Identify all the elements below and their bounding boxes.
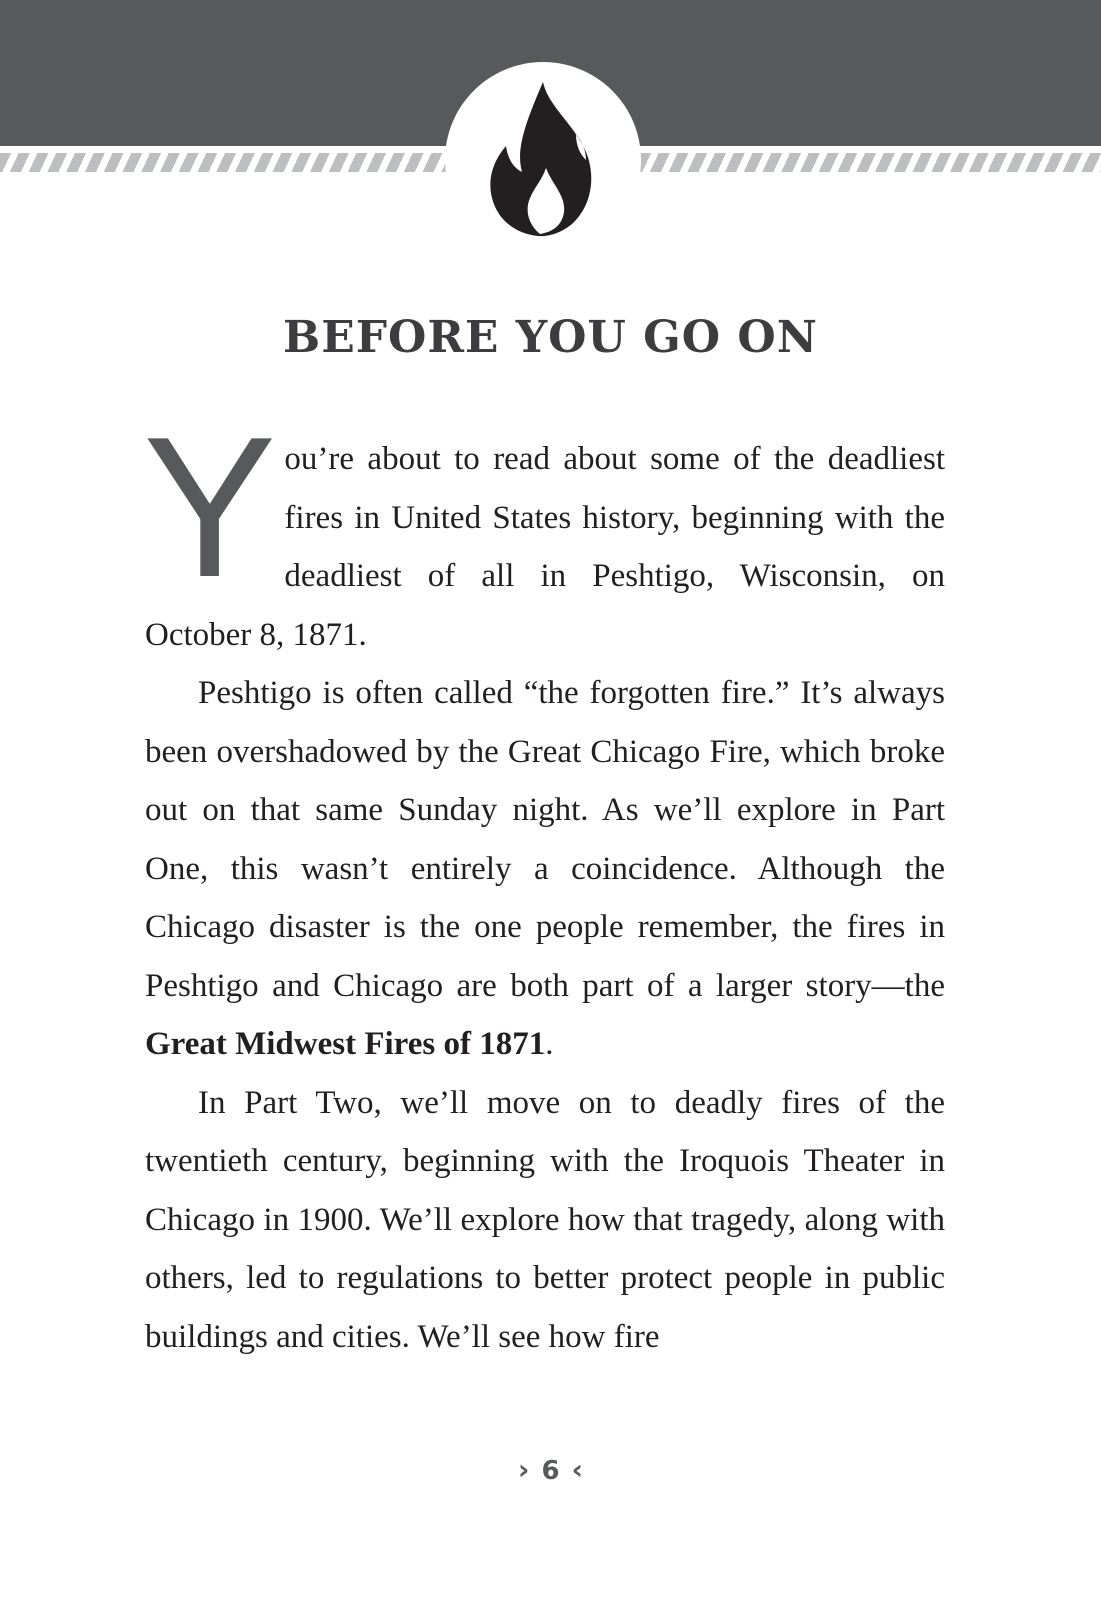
page-footer (0, 1452, 1101, 1489)
header-stripe-left (0, 153, 446, 172)
body-text (143, 396, 945, 1366)
paragraph-3 (145, 1074, 945, 1367)
flame-icon (488, 80, 600, 238)
chevron-left-icon: ‹ (571, 1453, 584, 1486)
paragraph-1 (143, 396, 945, 664)
page-title: BEFORE YOU GO ON (283, 312, 818, 363)
paragraph-3-text: In Part Two, we’ll move on to deadly fires of the twentieth century, beginning with the Iroquois Theater in Chicago in 1900. We’ll explore how that tragedy, along with others, led to regulations to better protect people in public buildings and cities. We’ll see how fire (145, 1084, 945, 1355)
paragraph-2 (145, 664, 945, 1074)
drop-cap: Y (143, 396, 271, 619)
paragraph-2-text-after: . (545, 1026, 554, 1062)
bold-term: Great Midwest Fires of 1871 (145, 1026, 546, 1062)
chevron-right-icon: › (517, 1453, 530, 1486)
header-stripe-right (640, 153, 1101, 172)
paragraph-1-text: ou’re about to read about some of the deadliest fires in United States history, beginning with the deadliest of all in Peshtigo, Wisconsin, on October 8, 1871. (145, 441, 945, 653)
page-number: 6 (541, 1456, 560, 1486)
paragraph-2-text-before: Peshtigo is often called “the forgotten fire.” It’s always been overshadowed by the Great Chicago Fire, which broke out on that same Sunday night. As we’ll explore in Part One, this wasn’t entirely a coincidence. Although the Chicago disaster is the one people remember, the fires in Peshtigo and Chicago are both part of a larger story—the (145, 675, 945, 1004)
